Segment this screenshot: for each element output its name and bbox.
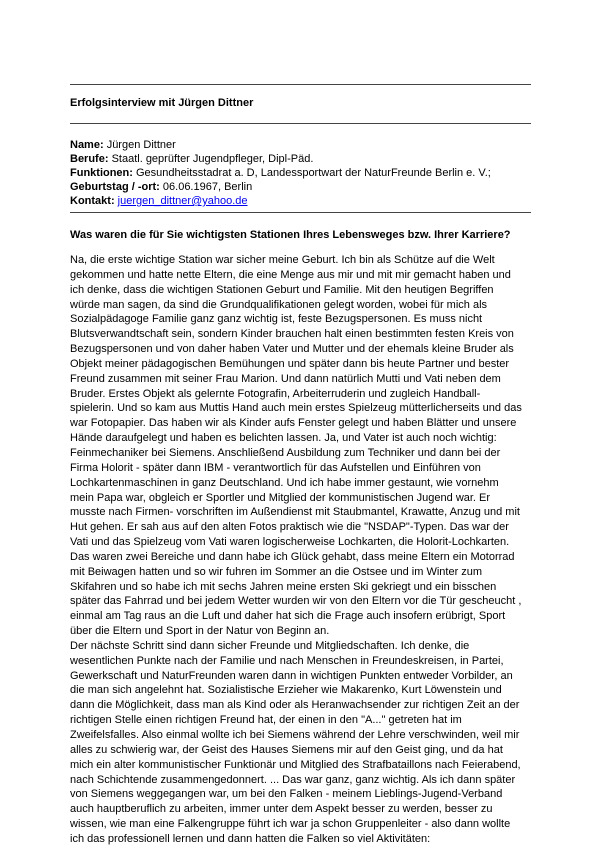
- section-divider: [70, 212, 531, 213]
- answer-line: Bezugspersonen und von daher haben Vater und Mutter und der ehemals kleine Bruder als: [70, 343, 514, 356]
- profile-name-row: [70, 138, 491, 152]
- answer-line: einmal am Tag raus an die Luft und daher hat sich die Frage auch insofern erübrigt, Sport: [70, 610, 506, 623]
- answer-line: Blutsverwandtschaft sein, sondern Kinder brauchen halt einen bestimmten festen Kreis von: [70, 328, 514, 341]
- profile-block: [70, 138, 491, 208]
- answer-line: auch hauptberuflich zu arbeiten, immer unter dem Aspekt besser zu werden, besser zu: [70, 803, 493, 816]
- answer-line: ich denke, dass die wichtigen Stationen Geburt und Familie. Mit den heutigen Begriffen: [70, 283, 494, 296]
- profile-label: Kontakt:: [70, 195, 115, 207]
- contact-email-link[interactable]: juergen_dittner@yahoo.de: [117, 195, 248, 207]
- answer-line: Skifahren und so habe ich mit sechs Jahren meine ersten Ski gekriegt und ein bisschen: [70, 580, 497, 593]
- answer-line: Zweifelsfalles. Also einmal wollte ich bei Siemens während der Lehre verschwinden, weil mir: [70, 729, 520, 741]
- answer-line: Hut gehen. Er sah aus auf den alten Fotos praktisch wie die "NSDAP"-Typen. Das war der: [70, 521, 509, 534]
- answer-line: gekommen und hatte nette Eltern, die eine Menge aus mir und mit mir gemacht haben und: [70, 268, 511, 281]
- answer-line: Firma Holorit - später dann IBM - verantwortlich für das Aufstellen und Einführen von: [70, 461, 481, 474]
- profile-profession-row: [70, 152, 491, 166]
- answer-line: Das waren zwei Bereiche und dann habe ich Glück gehabt, dass meine Eltern ein Motorrad: [70, 550, 515, 563]
- answer-line: spielerin. Und so kam aus Muttis Hand auch mein erstes Spielzeug mütterlicherseits und das: [70, 402, 522, 415]
- answer-line: wissen, wie man eine Falkengruppe führt ich war ja schon Gruppenleiter - also dann wollte: [70, 818, 511, 831]
- document-title: Erfolgsinterview mit Jürgen Dittner: [70, 97, 254, 109]
- profile-functions-row: [70, 166, 491, 180]
- top-divider: [70, 84, 531, 85]
- answer-line: dann die Möglichkeit, dass man als Kind oder als Heranwachsender zur richtigen Zeit an der: [70, 699, 520, 712]
- interview-question: Was waren die für Sie wichtigsten Stationen Ihres Lebensweges bzw. Ihrer Karriere?: [70, 229, 511, 241]
- profile-value: 06.06.1967, Berlin: [162, 181, 253, 193]
- profile-value: Gesundheitsstadrat a. D, Landessportwart der NaturFreunde Berlin e. V.;: [136, 167, 491, 179]
- answer-line: Na, die erste wichtige Station war sicher meine Geburt. Ich bin als Schütze auf die Welt: [70, 254, 495, 266]
- interview-answer: [70, 253, 540, 847]
- profile-birth-row: [70, 180, 491, 194]
- answer-line: Hände daraufgelegt und haben es belichten lassen. Ja, und Vater ist auch noch wichtig:: [70, 432, 497, 445]
- answer-line: war Fotopapier. Das haben wir als Kinder aufs Fenster gelegt und haben Blätter und unsere: [70, 417, 517, 430]
- answer-line: mein Papa war, obgleich er Sportler und Mitglied der kommunistischen Jugend war. Er: [70, 491, 491, 504]
- answer-line: Freund zusammen mit seiner Frau Marion. Und dann natürlich Mutti und Vati neben dem: [70, 372, 501, 385]
- answer-line: Vati und das Spielzeug vom Vati waren logischerweise Lochkarten, die Holorit-Lochkarten.: [70, 536, 510, 549]
- profile-label: Geburtstag / -ort:: [70, 181, 160, 193]
- title-divider: [70, 123, 531, 124]
- answer-line: die man sich angelehnt hat. Sozialistische Erzieher wie Makarenko, Kurt Löwenstein und: [70, 684, 502, 697]
- answer-line: Objekt meiner pädagogischen Bemühungen und später dann bis heute Partner und bester: [70, 357, 510, 370]
- answer-line: würde man sagen, da sind die Grundqualifikationen gelegt worden, wobei für mich als: [70, 298, 488, 311]
- answer-line: Der nächste Schritt sind dann sicher Freunde und Mitgliedschaften. Ich denke, die: [70, 639, 470, 652]
- answer-line: Bruder. Erstes Objekt als gelernte Fotografin, Arbeiterruderin und zugleich Handball-: [70, 387, 481, 400]
- answer-line: von Siemens weggegangen war, um bei den Falken - meinem Lieblings-Jugend-Verband: [70, 788, 503, 801]
- answer-line: über die Eltern und Sport in der Natur von Beginn an.: [70, 625, 330, 638]
- answer-line: alles zu schwierig war, der Geist des Hauses Siemens mir auf den Geist ging, und da hat: [70, 743, 503, 756]
- answer-line: Lochkartenmaschinen in ganz Deutschland. Und ich habe immer gestaunt, wie vornehm: [70, 476, 499, 489]
- answer-line: Sozialpädagoge Familie ganz ganz wichtig ist, feste Bezugspersonen. Es muss nicht: [70, 313, 483, 326]
- profile-value: Jürgen Dittner: [106, 139, 176, 151]
- profile-contact-row: [70, 194, 491, 208]
- answer-line: Gewerkschaft und NaturFreunden waren dann in wichtigen Punkten entweder Vorbilder, an: [70, 669, 513, 682]
- profile-value: Staatl. geprüfter Jugendpfleger, Dipl-Päd.: [111, 153, 314, 165]
- profile-label: Funktionen:: [70, 167, 133, 179]
- answer-line: später das Fahrrad und bei jedem Wetter wurden wir von den Eltern vor die Tür gescheucht ,: [70, 595, 522, 608]
- profile-label: Name:: [70, 139, 104, 151]
- answer-line: richtigen Stelle einen richtigen Freund hat, der einen in den "A..." getreten hat im: [70, 714, 462, 727]
- answer-line: mit Beiwagen hatten und so wir fuhren im Sommer an die Ostsee und im Winter zum: [70, 565, 483, 578]
- answer-line: nach Schichtende zusammengedonnert. ... Das war ganz, ganz wichtig. Als ich dann später: [70, 773, 516, 786]
- profile-label: Berufe:: [70, 153, 109, 165]
- answer-line: ich das professionell lernen und dann hatten die Falken so viel Aktivitäten:: [70, 832, 431, 845]
- answer-line: mich ein alter kommunistischer Funktionär und Mitglied des Strafbataillons nach Feierabend,: [70, 758, 521, 771]
- answer-line: Feinmechaniker bei Siemens. Anschließend Ausbildung zum Techniker und dann bei der: [70, 446, 501, 459]
- answer-line: wesentlichen Punkte nach der Familie und nach Menschen in Freundeskreisen, in Partei,: [70, 654, 504, 667]
- answer-line: musste nach Firmen- vorschriften im Außendienst mit Staubmantel, Krawatte, Anzug und mit: [70, 506, 520, 519]
